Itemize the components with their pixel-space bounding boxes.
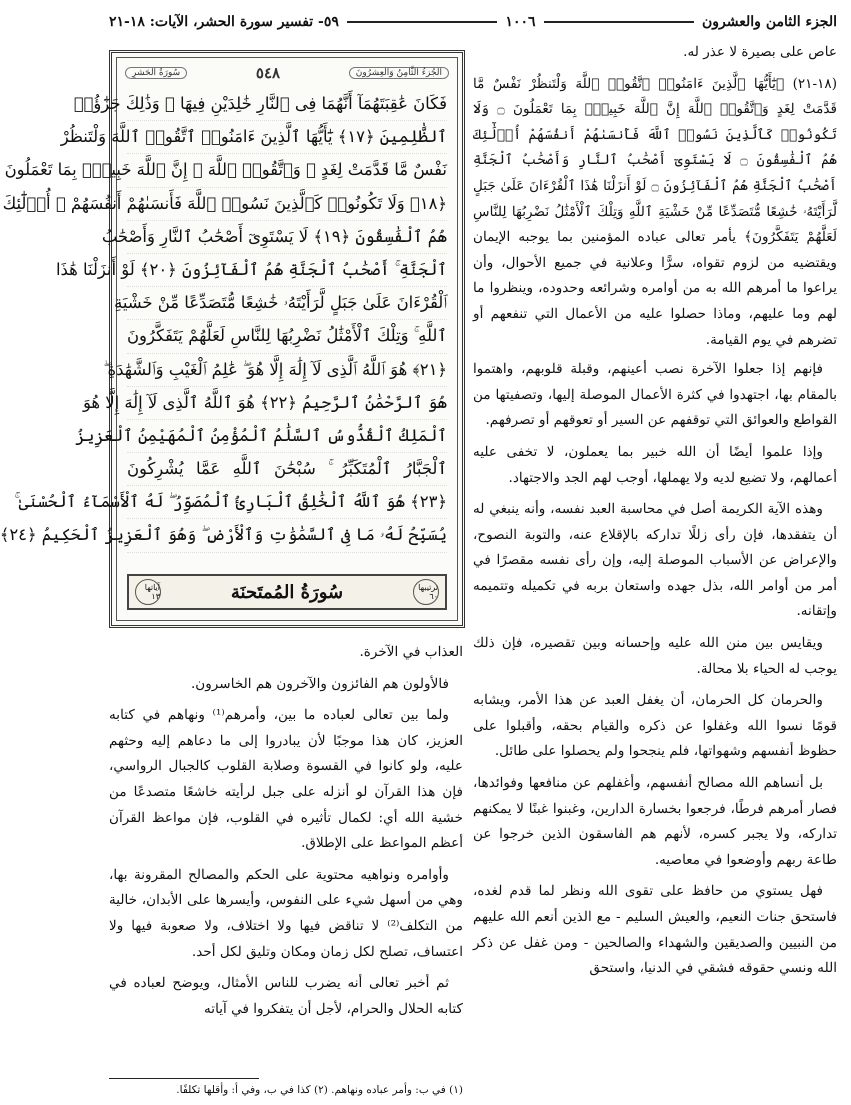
surah-verses-medal: آياتها ١٣ [135,579,161,605]
left-text-column [109,640,463,1028]
header-rule-right [544,21,695,23]
mushaf-inner-frame [0,57,458,621]
mushaf-line: ﴿٢١﴾ هُوَ ٱللَّهُ ٱلَّذِى لَآ إِلَٰهَ إِلَّا هُوَ ۖ عَٰلِمُ ٱلْغَيْبِ وَٱلشَّهَٰدَةِ ۖ [127,354,447,387]
footnotes: (١) في ب: وأمر عباده ونهاهم. (٢) كذا في ب، وفي أ: وأقلها تكلفًا. [176,1084,463,1096]
mushaf-line: يُسَبِّحُ لَهُۥ مَا فِى ٱلسَّمَٰوَٰتِ وَٱلْأَرْضِ ۖ وَهُوَ ٱلْعَزِيزُ ٱلْحَكِيمُ ﴿٢٤﴾ [127,519,447,552]
surah-order-medal: ترتيبها ٦٠ [413,579,439,605]
mushaf-line: فَكَانَ عَٰقِبَتَهُمَآ أَنَّهُمَا فِى ٱلنَّارِ خَٰلِدَيْنِ فِيهَا ۚ وَذَٰلِكَ جَزَٰٓؤُا۟ [127,88,447,121]
mushaf-line: ٱلْمَلِكُ ٱلْقُدُّوسُ ٱلسَّلَٰمُ ٱلْمُؤْمِنُ ٱلْمُهَيْمِنُ ٱلْعَزِيزُ [127,420,447,453]
mushaf-line: ٱلظَّٰلِمِينَ ﴿١٧﴾ يَٰٓأَيُّهَا ٱلَّذِينَ ءَامَنُوا۟ ٱتَّقُوا۟ ٱللَّهَ وَلْتَنظُرْ [127,121,447,154]
paragraph: ولما بين تعالى لعباده ما بين، وأمرهم⁽¹⁾ ونهاهم في كتابه العزيز، كان هذا موجبًا لأن يبادروا إلى ما دعاهم إليه وحثهم عليه، ولو كانوا في القسوة وصلابة القلوب كالجبال الرواسي، فإن هذا القرآن لو أنزله على جبل لرأيته خاشعًا متصدعًا من خشية الله أي: لكمال تأثيره في القلوب، فإن مواعظ القرآن أعظم المواعظ على الإطلاق. [109,707,463,852]
paragraph: العذاب في الآخرة. [359,644,463,660]
surah-banner [127,574,447,610]
mushaf-line: ٱلْقُرْءَانَ عَلَىٰ جَبَلٍ لَّرَأَيْتَهُۥ خَٰشِعًا مُّتَصَدِّعًا مِّنْ خَشْيَةِ [127,287,447,320]
mushaf-line: ٱلْجَبَّارُ ٱلْمُتَكَبِّرُ ۚ سُبْحَٰنَ ٱللَّهِ عَمَّا يُشْرِكُونَ [127,453,447,486]
header-part-title: الجزء الثامن والعشرون [702,14,837,30]
mushaf-juz-label: الجُزءُ الثَّامِنُ وَالعِشرُونَ [349,67,449,79]
running-header [109,8,837,36]
footnote-rule [109,1078,259,1079]
mushaf-line: هُوَ ٱلرَّحْمَٰنُ ٱلرَّحِيمُ ﴿٢٢﴾ هُوَ ٱللَّهُ ٱلَّذِى لَآ إِلَٰهَ إِلَّا هُوَ [127,387,447,420]
mushaf-line: ﴿٢٣﴾ هُوَ ٱللَّهُ ٱلْخَٰلِقُ ٱلْبَارِئُ ٱلْمُصَوِّرُ ۖ لَهُ ٱلْأَسْمَآءُ ٱلْحُسْنَىٰ ۚ [127,486,447,519]
paragraph: بل أنساهم الله مصالح أنفسهم، وأغفلهم عن منافعها وفوائدها، فصار أمرهم فرطًا، فرجعوا بخسارة الدارين، وغبنوا غبنًا لا يمكنهم تداركه، ولا يجبر كسره، لأنهم هم الفاسقون الذين خرجوا عن طاعة ربهم وأوضعوا في معاصيه. [473,775,837,868]
paragraph: والحرمان كل الحرمان، أن يغفل العبد عن هذا الأمر، ويشابه قومًا نسوا الله وغفلوا عن ذكره والقيام بحقه، وأقبلوا على حظوظ أنفسهم وشهواتها، فلم ينجحوا ولم يحصلوا على طائل. [473,692,837,760]
header-page-number: ١٠٠٦ [505,14,536,30]
paragraph: فالأولون هم الفائزون والآخرون هم الخاسرون. [190,675,449,692]
paragraph: وأوامره ونواهيه محتوية على الحكم والمصالح المقرونة بها، وهي من أسهل شيء على النفوس، وأيسرها على الأبدان، خالية من التكلف⁽²⁾ لا تناقض فيها ولا اختلاف، ولا صعوبة فيها ولا اعتساف، تصلح لكل زمان ومكان وتليق لكل أحد. [109,866,463,960]
mushaf-line: ﴿١٨﴾ وَلَا تَكُونُوا۟ كَٱلَّذِينَ نَسُوا۟ ٱللَّهَ فَأَنسَىٰهُمْ أَنفُسَهُمْ ۚ أُو۟لَٰٓئِكَ [127,188,447,221]
paragraph: فإنهم إذا جعلوا الآخرة نصب أعينهم، وقبلة قلوبهم، واهتموا بالمقام بها، اجتهدوا في كثرة الأعمال الموصلة إليها، وتصفيتها من القواطع والعوائق التي توقفهم عن السير أو تعوقهم أو تصرفهم. [473,361,837,429]
mushaf-line: هُمُ ٱلْفَٰسِقُونَ ﴿١٩﴾ لَا يَسْتَوِىٓ أَصْحَٰبُ ٱلنَّارِ وَأَصْحَٰبُ [127,221,447,254]
header-rule-left [347,21,498,23]
paragraph: عاص على بصيرة لا عذر له. [683,44,837,60]
mushaf-line: نَفْسٌ مَّا قَدَّمَتْ لِغَدٍ ۖ وَٱتَّقُوا۟ ٱللَّهَ ۚ إِنَّ ٱللَّهَ خَبِيرٌۢ بِمَا تَعْمَلُونَ [127,154,447,187]
paragraph: فهل يستوي من حافظ على تقوى الله ونظر لما قدم لغده، فاستحق جنات النعيم، والعيش السليم - مع الذين أنعم الله عليهم من النبيين والصديقين والشهداء والصالحين - ومن غفل عن ذكر الله ونسي حقوقه فشقي في الدنيا، واستحق [473,883,837,977]
paragraph: ويقايس بين منن الله عليه وإحسانه وبين تقصيره، فإن ذلك يوجب له الحياء بلا محالة. [473,635,837,677]
mushaf-surah-label: سُورَةُ الحَشرِ [125,67,187,79]
mushaf-line: ٱللَّهِ ۚ وَتِلْكَ ٱلْأَمْثَٰلُ نَضْرِبُهَا لِلنَّاسِ لَعَلَّهُمْ يَتَفَكَّرُونَ [127,320,447,353]
paragraph: ثم أخبر تعالى أنه يضرب للناس الأمثال، ويوضح لعباده في كتابه الحلال والحرام، لأجل أن يتفكروا في آياته [109,975,463,1017]
mushaf-line: ٱلْجَنَّةِ ۚ أَصْحَٰبُ ٱلْجَنَّةِ هُمُ ٱلْفَآئِزُونَ ﴿٢٠﴾ لَوْ أَنزَلْنَا هَٰذَا [127,254,447,287]
surah-banner-title: سُورَةُ المُمتَحنَة [230,581,344,603]
paragraph: وإذا علموا أيضًا أن الله خبير بما يعملون، لا تخفى عليه أعمالهم، ولا تضيع لديه ولا يهملها، أوجب لهم الجد والاجتهاد. [473,443,837,486]
mushaf-page-box [0,50,465,628]
verse-paragraph: (١٨-٢١) ﴿يَٰٓأَيُّهَا ٱلَّذِينَ ءَامَنُوا۟ ٱتَّقُوا۟ ٱللَّهَ وَلْتَنظُرْ نَفْسٌ مَّا قَدَّمَتْ لِغَدٍ وَٱتَّقُوا۟ ٱللَّهَ إِنَّ ٱللَّهَ خَبِيرٌۢ بِمَا تَعْمَلُونَ ۝ وَلَا تَكُونُوا۟ كَٱلَّذِينَ نَسُوا۟ ٱللَّهَ فَأَنسَىٰهُمْ أَنفُسَهُمْ أُو۟لَٰٓئِكَ هُمُ ٱلْفَٰسِقُونَ ۝ لَا يَسْتَوِىٓ أَصْحَٰبُ ٱلنَّارِ وَأَصْحَٰبُ ٱلْجَنَّةِ أَصْحَٰبُ ٱلْجَنَّةِ هُمُ ٱلْفَآئِزُونَ ۝ لَوْ أَنزَلْنَا هَٰذَا ٱلْقُرْءَانَ عَلَىٰ جَبَلٍ لَّرَأَيْتَهُۥ خَٰشِعًا مُّتَصَدِّعًا مِّنْ خَشْيَةِ ٱللَّهِ وَتِلْكَ ٱلْأَمْثَٰلُ نَضْرِبُهَا لِلنَّاسِ لَعَلَّهُمْ يَتَفَكَّرُونَ﴾ يأمر تعالى عباده المؤمنين بما يوجبه الإيمان ويقتضيه من لزوم تقواه، سرًّا وعلانية في جميع الأحوال، وأن يراعوا ما أمرهم الله به من أوامره وشرائعه وحدوده، وينظروا ما لهم وما عليهم، وماذا حصلوا عليه من الأعمال التي تنفعهم أو تضرهم في يوم القيامة. [473,75,838,348]
paragraph: وهذه الآية الكريمة أصل في محاسبة العبد نفسه، وأنه ينبغي له أن يتفقدها، فإن رأى زللًا تداركه بالإقلاع عنه، والتوبة النصوح، والإعراض عن الأسباب الموصلة إليه، وإن رأى نفسه مقصرًا في أمر من أوامر الله، بذل جهده واستعان بربه في تكميله وتتميمه وإتقانه. [473,501,837,620]
header-section-title: ٥٩- تفسير سورة الحشر، الآيات: ١٨-٢١ [108,14,339,30]
mushaf-lines [0,88,447,553]
mushaf-header [125,62,449,84]
mushaf-page-number: ٥٤٨ [255,64,281,82]
right-text-column [473,40,837,988]
